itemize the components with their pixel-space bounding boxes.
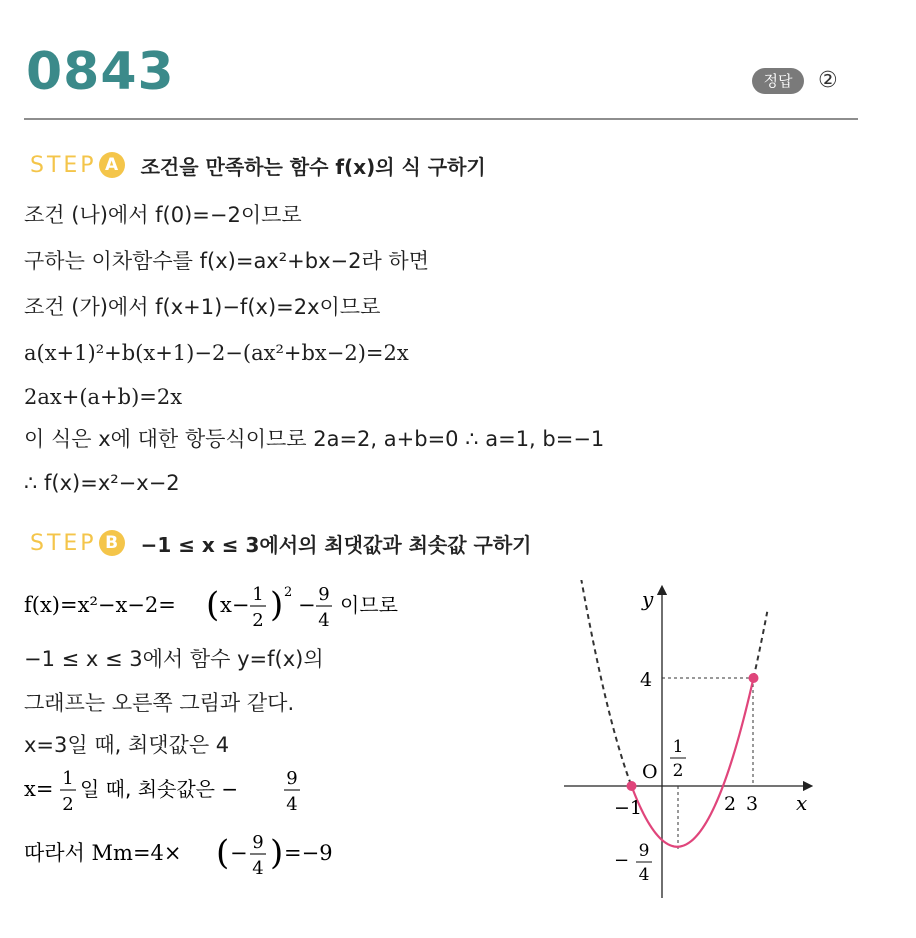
vertex-y-num: 9 xyxy=(638,841,650,861)
completed-square-prefix: f(x)=x²−x−2= xyxy=(24,593,176,617)
right-paren: ) xyxy=(270,585,284,625)
square-exponent: 2 xyxy=(284,585,293,600)
problem-number: 0843 xyxy=(26,42,175,102)
x-minus: x− xyxy=(220,593,250,617)
vertex-x-num: 1 xyxy=(672,737,684,757)
nine-quarters-den: 4 xyxy=(318,610,330,631)
line6-prefix: 따라서 Mm=4× xyxy=(24,841,182,865)
endpoint-minus-one xyxy=(627,781,637,791)
line6-suffix: =−9 xyxy=(284,841,333,865)
line5-prefix: x= xyxy=(24,777,54,801)
vertex-y-den: 4 xyxy=(638,865,650,885)
step-a-badge: A xyxy=(99,152,125,178)
step-a-line-6: 이 식은 x에 대한 항등식이므로 2a=2, a+b=0 ∴ a=1, b=−1 xyxy=(24,427,605,451)
answer-value: ② xyxy=(818,68,838,93)
line6-right-paren: ) xyxy=(270,833,284,873)
x-tick-three: 3 xyxy=(746,793,759,815)
step-a-line-1: 조건 (나)에서 f(0)=−2이므로 xyxy=(24,203,302,227)
x-tick-two: 2 xyxy=(724,793,737,815)
step-b-line-4: x=3일 때, 최댓값은 4 xyxy=(24,733,230,757)
step-a-line-2: 구하는 이차함수를 f(x)=ax²+bx−2라 하면 xyxy=(24,249,429,273)
step-b-line-6 xyxy=(20,826,380,886)
step-b-line-3: 그래프는 오른쪽 그림과 같다. xyxy=(24,691,295,715)
step-b-badge: B xyxy=(99,530,125,556)
step-a-line-4: a(x+1)²+b(x+1)−2−(ax²+bx−2)=2x xyxy=(24,341,409,365)
parabola-dashed-left xyxy=(572,580,631,786)
line1-suffix: 이므로 xyxy=(340,593,398,617)
half-numerator: 1 xyxy=(252,584,264,605)
step-a-title: 조건을 만족하는 함수 f(x)의 식 구하기 xyxy=(140,154,486,179)
minus-sign: − xyxy=(298,593,316,617)
answer-badge: 정답 xyxy=(752,68,804,94)
line5-suffix: 일 때, 최솟값은 − xyxy=(80,777,239,801)
y-axis-label: y xyxy=(642,587,654,611)
left-paren: ( xyxy=(206,585,220,625)
parabola-dashed-right xyxy=(754,612,768,678)
step-a-line-3: 조건 (가)에서 f(x+1)−f(x)=2x이므로 xyxy=(24,295,381,319)
endpoint-three xyxy=(749,673,759,683)
step-b-line-1 xyxy=(20,578,460,640)
step-b-label: STEP xyxy=(30,530,97,556)
line5-nine-den: 4 xyxy=(286,794,298,815)
line5-nine-num: 9 xyxy=(286,768,298,789)
x-tick-minus-one: −1 xyxy=(614,797,643,819)
header-divider xyxy=(24,118,858,120)
step-a-line-5: 2ax+(a+b)=2x xyxy=(24,385,183,409)
line6-minus: − xyxy=(230,841,248,865)
origin-label: O xyxy=(642,761,658,783)
step-b-title: −1 ≤ x ≤ 3에서의 최댓값과 최솟값 구하기 xyxy=(140,532,532,557)
line6-left-paren: ( xyxy=(216,833,230,873)
step-b-line-2: −1 ≤ x ≤ 3에서 함수 y=f(x)의 xyxy=(24,647,324,671)
step-b-line-5 xyxy=(20,762,340,822)
parabola-graph xyxy=(556,580,826,910)
step-a-label: STEP xyxy=(30,152,97,178)
vertex-y-sign: − xyxy=(614,850,630,871)
nine-quarters-num: 9 xyxy=(318,584,330,605)
line6-nine-num: 9 xyxy=(252,832,264,853)
step-b-heading xyxy=(30,526,531,560)
line6-nine-den: 4 xyxy=(252,858,264,879)
y-tick-four: 4 xyxy=(640,669,653,691)
vertex-x-den: 2 xyxy=(672,761,684,781)
line5-half-num: 1 xyxy=(62,768,74,789)
line5-half-den: 2 xyxy=(62,794,74,815)
half-denominator: 2 xyxy=(252,610,264,631)
step-a-line-7: ∴ f(x)=x²−x−2 xyxy=(24,471,180,495)
x-axis-label: x xyxy=(796,791,808,815)
step-a-heading xyxy=(30,148,486,182)
